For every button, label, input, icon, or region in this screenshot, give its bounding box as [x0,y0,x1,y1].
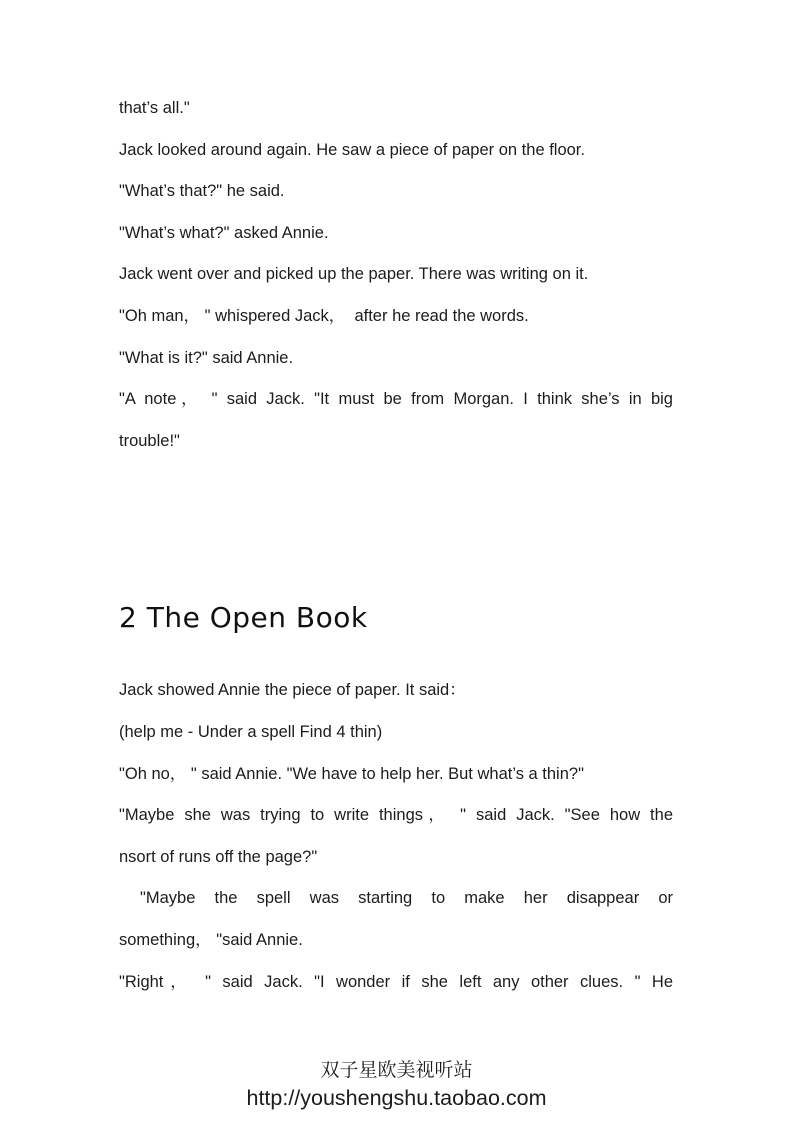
paragraph-line: nsort of runs off the page?" [119,847,318,866]
paragraph-line: (help me - Under a spell Find 4 thin) [119,722,383,741]
watermark-footer [0,1057,793,1112]
paragraph-line: that’s all." [119,99,190,117]
paragraph-line: trouble!" [119,431,180,450]
paragraph-line: "Oh no， " said Annie. "We have to help her. But what’s a thin?" [119,764,584,783]
paragraph-line: Jack looked around again. He saw a piece of paper on the floor. [119,140,585,159]
paragraph-line: "A note， " said Jack. "It must be from Morgan. I think she’s in big [119,390,673,409]
story-text-block [119,88,673,1003]
paragraph-line: "Maybe she was trying to write things， " said Jack. "See how the [119,806,673,825]
paragraph-line: Jack went over and picked up the paper. There was writing on it. [119,265,589,284]
paragraph-line: Jack showed Annie the piece of paper. It said： [119,681,466,700]
paragraph-line: "What’s that?" he said. [119,182,285,201]
paragraph-line: something， "said Annie. [119,930,303,949]
paragraph-line: "Oh man， " whispered Jack， after he read the words. [119,306,529,325]
paragraph-line: "Right， " said Jack. "I wonder if she left any other clues. " He [119,972,673,991]
watermark-site-name: 双子星欧美视听站 [320,1060,473,1081]
paragraph-line: "Maybe the spell was starting to make her disappear or [140,889,673,908]
chapter-heading: 2 The Open Book [119,601,368,635]
paragraph-line: "What is it?" said Annie. [119,348,294,367]
watermark-url: http://youshengshu.taobao.com [246,1086,547,1110]
paragraph-line: "What’s what?" asked Annie. [119,223,329,242]
